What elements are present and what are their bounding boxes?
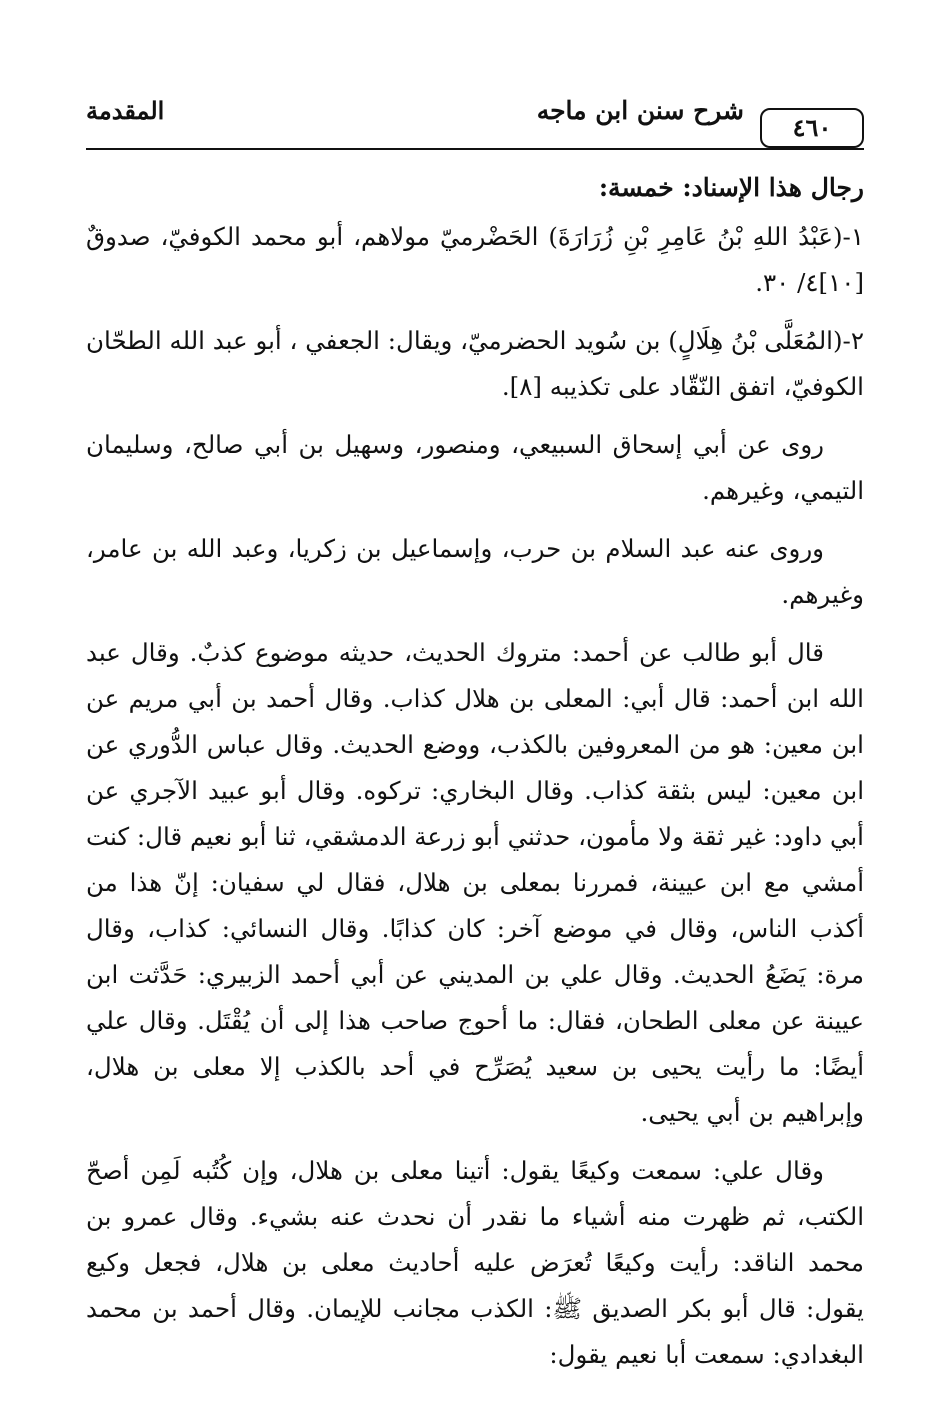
paragraph: ٢-(المُعَلَّى بْنُ هِلَالٍ) بن سُويد الحضرميّ، ويقال: الجعفي ، أبو عبد الله الطحّان الكوفيّ، اتفق النّقّاد على تكذيبه [٨]. <box>86 326 864 401</box>
paragraph: روى عن أبي إسحاق السبيعي، ومنصور، وسهيل بن أبي صالح، وسليمان التيمي، وغيرهم. <box>86 430 864 505</box>
book-title: شرح سنن ابن ماجه <box>536 96 744 125</box>
section-heading: رجال هذا الإسناد: خمسة: <box>598 173 864 202</box>
page-header <box>86 96 864 150</box>
paragraph: وقال علي: سمعت وكيعًا يقول: أتينا معلى بن هلال، وإن كُتُبه لَمِن أصحّ الكتب، ثم ظهرت منه أشياء ما نقدر أن نحدث عنه بشيء. وقال عمرو بن محمد الناقد: رأيت وكيعًا تُعرَض عليه أحاديث معلى بن هلال، فجعل وكيع يقول: قال أبو بكر الصديق ﷺ: الكذب مجانب للإيمان. وقال أحمد بن محمد البغدادي: سمعت أبا نعيم يقول: <box>86 1156 864 1369</box>
page-number-badge: ٤٦٠ <box>760 108 864 148</box>
paragraph: ١-(عَبْدُ اللهِ بْنُ عَامِرِ بْنِ زُرَارَةَ) الحَضْرميّ مولاهم، أبو محمد الكوفيّ، صدوقٌ [١٠]٤/ ٣٠. <box>86 222 864 297</box>
paragraph: وروى عنه عبد السلام بن حرب، وإسماعيل بن زكريا، وعبد الله بن عامر، وغيرهم. <box>86 534 864 609</box>
page-body <box>86 168 864 1390</box>
paragraph: قال أبو طالب عن أحمد: متروك الحديث، حديثه موضوع كذبٌ. وقال عبد الله ابن أحمد: قال أبي: المعلى بن هلال كذاب. وقال أحمد بن أبي مريم عن ابن معين: هو من المعروفين بالكذب، ووضع الحديث. وقال عباس الدُّوري عن ابن معين: ليس بثقة كذاب. وقال البخاري: تركوه. وقال أبو عبيد الآجري عن أبي داود: غير ثقة ولا مأمون، حدثني أبو زرعة الدمشقي، ثنا أبو نعيم قال: كنت أمشي مع ابن عيينة، فمررنا بمعلى بن هلال، فقال لي سفيان: إنّ هذا من أكذب الناس، وقال في موضع آخر: كان كذابًا. وقال النسائي: كذاب، وقال مرة: يَضَعُ الحديث. وقال علي بن المديني عن أبي أحمد الزبيري: حَدَّثت ابن عيينة عن معلى الطحان، فقال: ما أحوج صاحب هذا إلى أن يُقْتَل. وقال علي أيضًا: ما رأيت يحيى بن سعيد يُصَرِّح في أحد بالكذب إلا معلى بن هلال، وإبراهيم بن أبي يحيى. <box>86 638 864 1127</box>
section-title: المقدمة <box>86 96 165 125</box>
